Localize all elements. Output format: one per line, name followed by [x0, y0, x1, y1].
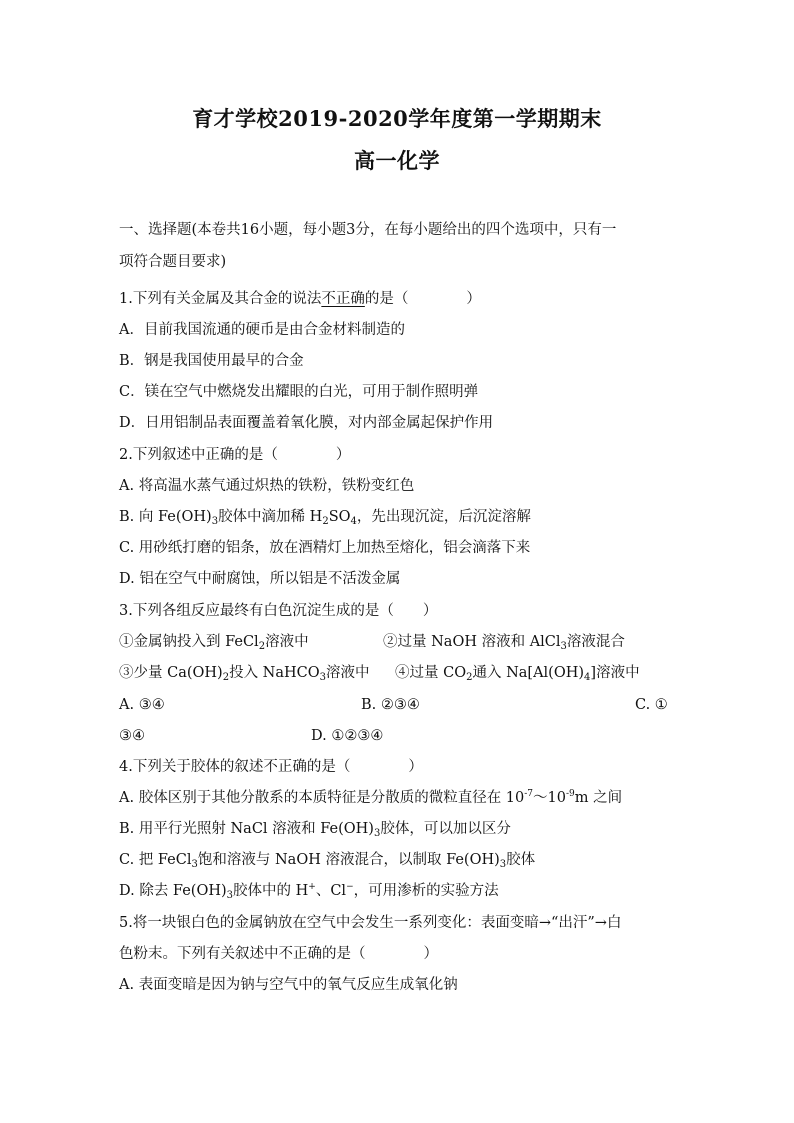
question-3-items-row1: [119, 632, 679, 652]
question-2-option-c: C. 用砂纸打磨的铝条，放在酒精灯上加热至熔化，铝会滴落下来: [119, 540, 531, 556]
exam-subject: 高一化学: [354, 148, 440, 173]
question-1-option-a: A．目前我国流通的硬币是由合金材料制造的: [119, 322, 405, 338]
exam-title: 育才学校2019-2020学年度第一学期期末: [192, 106, 602, 131]
question-4-option-b: B. 用平行光照射 NaCl 溶液和 $Fe(OH)_3$胶体，可以加以区分: [119, 821, 511, 839]
question-4-option-d: D. 除去 $Fe(OH)_3$胶体中的 H+、Cl−，可用渗析的实验方法: [119, 882, 499, 901]
question-1-stem: 1.下列有关金属及其合金的说法不正确的是（ ）: [119, 291, 481, 307]
question-3-options-row1: [119, 695, 679, 715]
question-3-stem: 3.下列各组反应最终有白色沉淀生成的是（ ）: [119, 603, 438, 619]
question-5-option-a: A. 表面变暗是因为钠与空气中的氧气反应生成氧化钠: [119, 977, 458, 993]
question-2-option-b: B. 向 $Fe(OH)_3$胶体中滴加稀 $H_2SO_4$，先出现沉淀，后沉淀溶解: [119, 509, 531, 527]
question-2-option-d: D. 铝在空气中耐腐蚀，所以铝是不活泼金属: [119, 571, 401, 587]
section-intro-line2: 项符合题目要求): [119, 254, 227, 270]
question-3-item-3: ③少量 $Ca(OH)_2$投入 NaHCO$_3$溶液中: [119, 665, 370, 683]
section-intro-line1: 一、选择题(本卷共16小题，每小题3分，在每小题给出的四个选项中，只有一: [119, 222, 617, 238]
question-5-stem-line2: 色粉末。下列有关叙述中不正确的是（ ）: [119, 946, 438, 962]
question-1-option-d: D．日用铝制品表面覆盖着氧化膜，对内部金属起保护作用: [119, 415, 494, 431]
underlined-keyword: 不正确: [321, 291, 365, 307]
question-5-stem-line1: 5.将一块银白色的金属钠放在空气中会发生一系列变化：表面变暗→“出汗”→白: [119, 915, 622, 931]
question-2-option-a: A. 将高温水蒸气通过炽热的铁粉，铁粉变红色: [119, 478, 415, 494]
question-3-option-c: C. ①: [635, 697, 668, 713]
question-1-option-c: C．镁在空气中燃烧发出耀眼的白光，可用于制作照明弹: [119, 384, 479, 400]
question-3-item-1: ①金属钠投入到 FeCl$_2$溶液中: [119, 634, 309, 652]
question-3-item-2: ②过量 NaOH 溶液和 AlCl$_3$溶液混合: [383, 634, 625, 652]
question-3-options-row2: [119, 726, 679, 746]
question-3-items-row2: [119, 663, 679, 683]
question-3-option-d: D. ①②③④: [311, 728, 384, 744]
question-2-stem: 2.下列叙述中正确的是（ ）: [119, 447, 351, 463]
question-4-option-a: A. 胶体区别于其他分散系的本质特征是分散质的微粒直径在 $10^{-7}\sim 10^{-9}m$ 之间: [119, 789, 623, 806]
question-4-stem: 4.下列关于胶体的叙述不正确的是（ ）: [119, 759, 423, 775]
question-3-option-b: B. ②③④: [361, 697, 420, 713]
question-3-item-4: ④过量 $CO_2$通入 $Na[Al(OH)_4]$溶液中: [395, 665, 640, 683]
question-3-option-a: A. ③④: [119, 697, 165, 713]
question-3-option-c-continued: ③④: [119, 728, 145, 744]
question-4-option-c: C. 把 FeCl$_3$饱和溶液与 NaOH 溶液混合，以制取 $Fe(OH)_3$胶体: [119, 852, 536, 870]
question-1-option-b: B．钢是我国使用最早的合金: [119, 353, 304, 369]
